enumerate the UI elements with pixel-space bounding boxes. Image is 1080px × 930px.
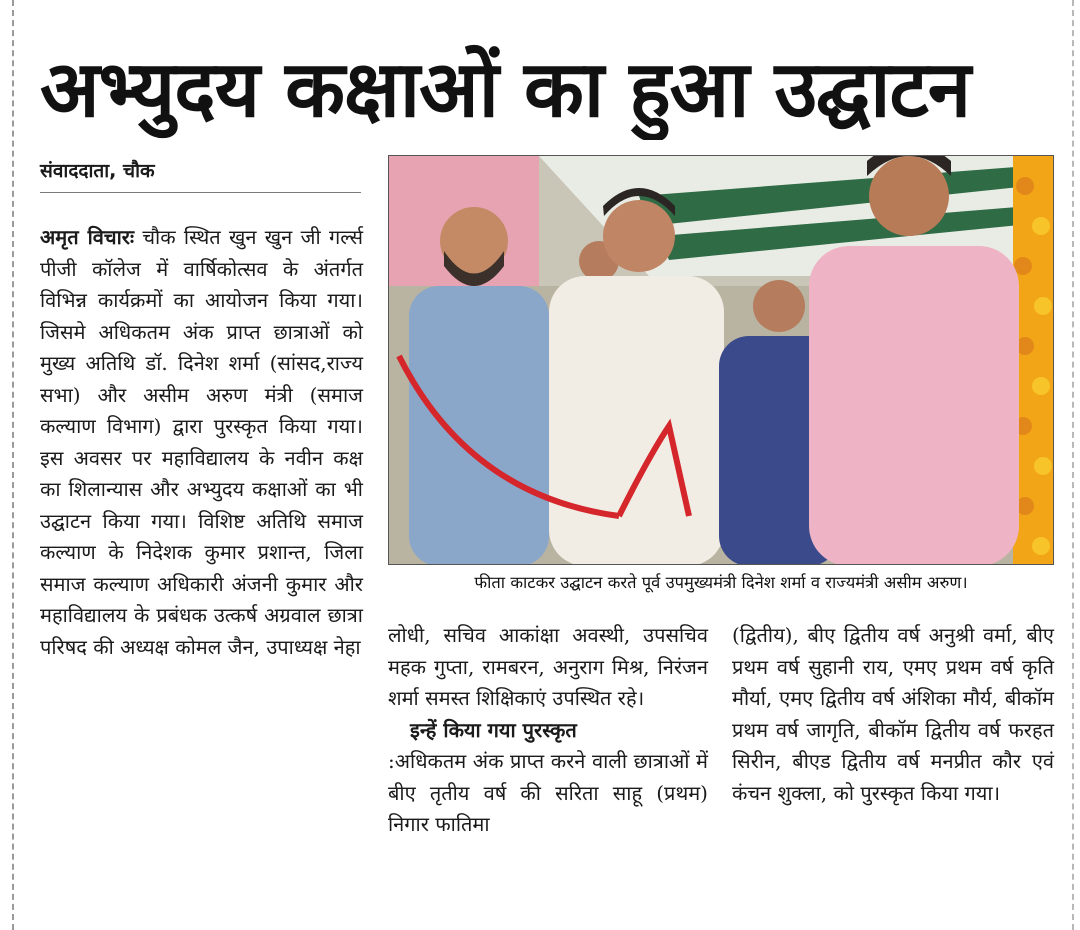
byline: संवाददाता, चौक	[40, 160, 155, 182]
column-1-text: चौक स्थित खुन खुन जी गर्ल्स पीजी कॉलेज में वार्षिकोत्सव के अंतर्गत विभिन्न कार्यक्रमों का आयोजन किया गया। जिसमे अधिकतम अंक प्राप्त छात्राओं को मुख्य अतिथि डॉ. दिनेश शर्मा (सांसद,राज्य सभा) और असीम अरुण मंत्री (समाज कल्याण विभाग) द्वारा पुरस्कृत किया गया। इस अवसर पर महाविद्यालय के नवीन कक्ष का शिलान्यास और अभ्युदय कक्षाओं का भी उद्घाटन किया गया। विशिष्ट अतिथि समाज कल्याण के निदेशक कुमार प्रशान्त, जिला समाज कल्याण अधिकारी अंजनी कुमार और महाविद्यालय के प्रबंधक उत्कर्ष अग्रवाल छात्रा परिषद की अध्यक्ष कोमल जैन, उपाध्यक्ष नेहा	[40, 225, 364, 659]
photo-illustration	[389, 156, 1054, 565]
cut-line-left	[12, 0, 14, 930]
subhead: इन्हें किया गया पुरस्कृत	[410, 717, 577, 742]
byline-rule	[40, 192, 361, 193]
column-3	[732, 620, 1054, 809]
cut-line-right	[1072, 0, 1074, 930]
column-2	[388, 620, 708, 841]
headline: अभ्युदय कक्षाओं का हुआ उद्घाटन	[40, 45, 971, 135]
column-2-text: लोधी, सचिव आकांक्षा अवस्थी, उपसचिव महक गुप्ता, रामबरन, अनुराग मिश्र, निरंजन शर्मा समस्त शिक्षिकाएं उपस्थित रहे।	[388, 623, 708, 710]
lead-paragraph	[40, 222, 363, 663]
marigold-garland	[1013, 156, 1054, 565]
column-1	[40, 222, 363, 663]
news-photo	[388, 155, 1054, 565]
photo-caption: फीता काटकर उद्घाटन करते पूर्व उपमुख्यमंत्री दिनेश शर्मा व राज्यमंत्री असीम अरुण।	[474, 573, 968, 592]
column-3-text: (द्वितीय), बीए द्वितीय वर्ष अनुश्री वर्मा, बीए प्रथम वर्ष सुहानी राय, एमए प्रथम वर्ष कृति मौर्या, एमए द्वितीय वर्ष अंशिका मौर्य, बीकॉम प्रथम वर्ष जागृति, बीकॉम द्वितीय वर्ष फरहत सिरीन, बीएड द्वितीय वर्ष मनप्रीत कौर एवं कंचन शुक्ला, को पुरस्कृत किया गया।	[732, 623, 1054, 805]
column-2-text-after: :अधिकतम अंक प्राप्त करने वाली छात्राओं में बीए तृतीय वर्ष की सरिता साहू (प्रथम) निगार फातिमा	[388, 749, 708, 836]
lead-label: अमृत विचारः	[40, 225, 134, 249]
